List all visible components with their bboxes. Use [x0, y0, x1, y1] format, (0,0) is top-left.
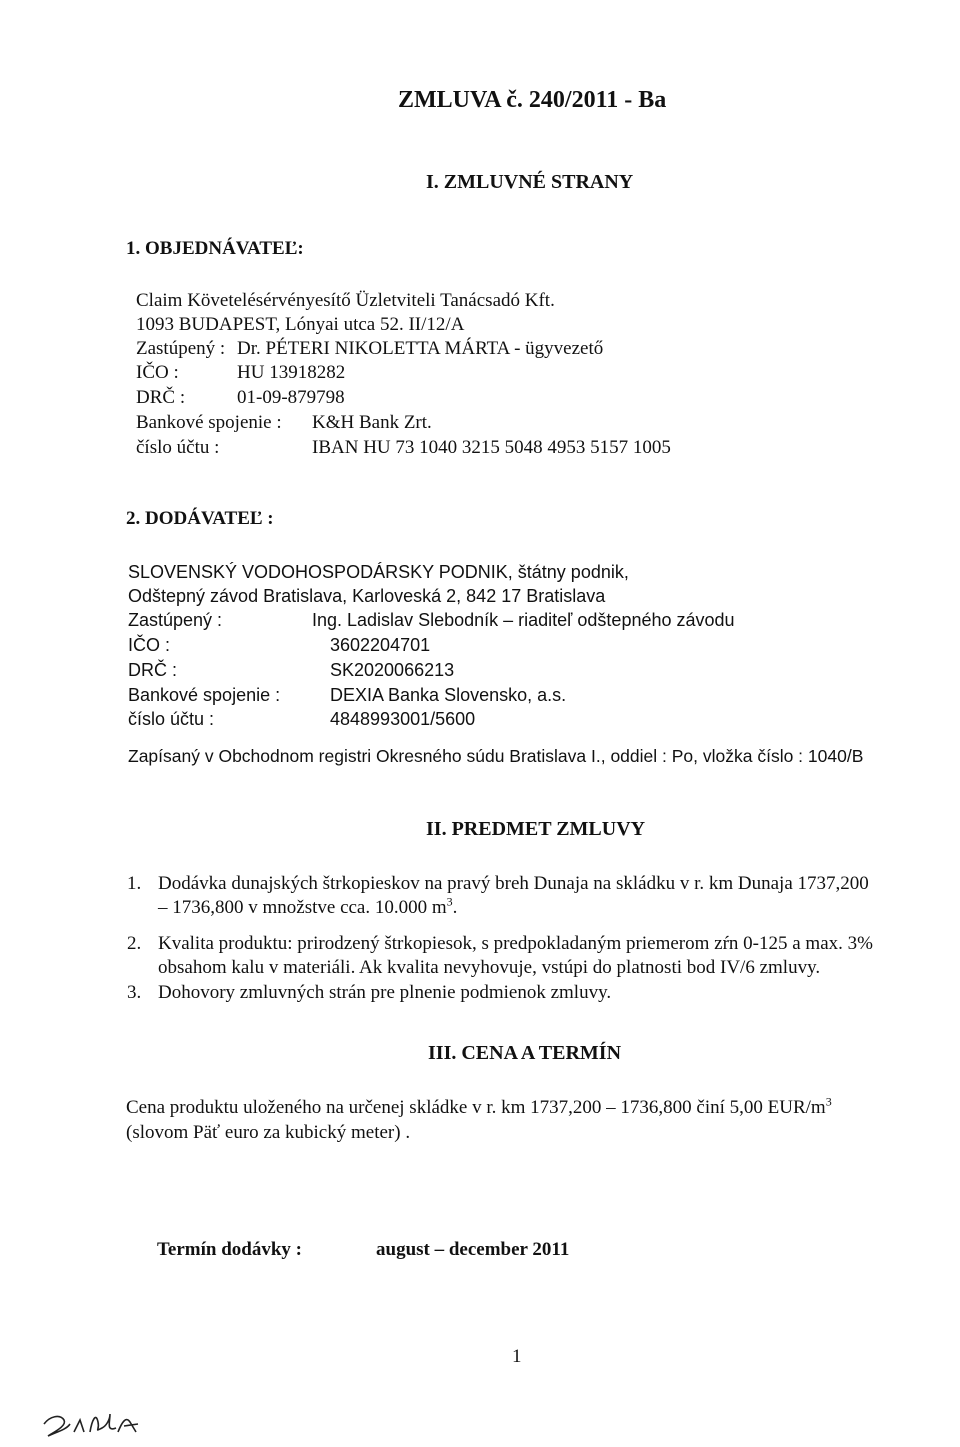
price-text: Cena produktu uloženého na určenej skládke v r. km 1737,200 – 1736,800 činí 5,00 EUR/$m^3$ [126, 1094, 832, 1118]
party1-ico-label: IČO : [136, 362, 179, 383]
party2-registry: Zapísaný v Obchodnom registri Okresného súdu Bratislava I., oddiel : Po, vložka číslo : 1040/B [128, 746, 864, 766]
party1-drc-label: DRČ : [136, 387, 186, 408]
party2-bank-label: Bankové spojenie : [128, 685, 281, 705]
party1-name: Claim Követelésérvényesítő Üzletviteli Tanácsadó Kft. [136, 290, 555, 311]
subject-item-text-continued: obsahom kalu v materiáli. Ak kvalita nevyhovuje, vstúpi do platnosti bod IV/6 zmluvy. [158, 957, 821, 978]
subject-item-text: Kvalita produktu: prirodzený štrkopiesok, s predpokladaným priemerom zŕn 0-125 a max. 3% [158, 933, 873, 954]
party2-bank-value: DEXIA Banka Slovensko, a.s. [330, 685, 567, 705]
page-number: 1 [512, 1346, 522, 1367]
document-title: ZMLUVA č. 240/2011 - Ba [398, 87, 667, 113]
party1-bank-label: Bankové spojenie : [136, 412, 282, 433]
party2-rep-label: Zastúpený : [128, 610, 223, 630]
subject-item-number: 2. [127, 933, 142, 954]
party2-ico-value: 3602204701 [330, 635, 431, 655]
subject-item-number: 3. [127, 982, 142, 1003]
subject-item-text: Dohovory zmluvných strán pre plnenie podmienok zmluvy. [158, 982, 612, 1003]
party2-ico-label: IČO : [128, 635, 171, 655]
section-heading-subject: II. PREDMET ZMLUVY [426, 818, 646, 840]
price-text-words: (slovom Päť euro za kubický meter) . [126, 1122, 411, 1143]
party2-account-label: číslo účtu : [128, 709, 215, 729]
subject-item-number: 1. [127, 873, 142, 894]
subject-item-text-continued: – 1736,800 v množstve cca. 10.000 $m^3$. [158, 894, 458, 918]
party1-account-label: číslo účtu : [136, 437, 220, 458]
party2-drc-value: SK2020066213 [330, 660, 455, 680]
section-heading-parties: I. ZMLUVNÉ STRANY [426, 171, 634, 193]
party1-ico-value: HU 13918282 [237, 362, 346, 383]
signature-initials [40, 1402, 150, 1442]
party1-rep-label: Zastúpený : [136, 338, 226, 359]
party1-account-value: IBAN HU 73 1040 3215 5048 4953 5157 1005 [312, 437, 671, 458]
party2-name: SLOVENSKÝ VODOHOSPODÁRSKY PODNIK, štátny podnik, [128, 562, 629, 582]
party2-rep-value: Ing. Ladislav Slebodník – riaditeľ odštepného závodu [312, 610, 735, 630]
party1-address: 1093 BUDAPEST, Lónyai utca 52. II/12/A [136, 314, 465, 335]
party1-bank-value: K&H Bank Zrt. [312, 412, 432, 433]
delivery-term-value: august – december 2011 [376, 1239, 570, 1260]
section-heading-price: III. CENA A TERMÍN [428, 1042, 622, 1064]
delivery-term-label: Termín dodávky : [157, 1239, 302, 1260]
party2-address: Odštepný závod Bratislava, Karloveská 2, 842 17 Bratislava [128, 586, 606, 606]
party2-heading: 2. DODÁVATEĽ : [126, 508, 274, 529]
party1-drc-value: 01-09-879798 [237, 387, 345, 408]
party2-account-value: 4848993001/5600 [330, 709, 476, 729]
party1-rep-value: Dr. PÉTERI NIKOLETTA MÁRTA - ügyvezető [237, 338, 604, 359]
party1-heading: 1. OBJEDNÁVATEĽ: [126, 238, 304, 259]
subject-item-text: Dodávka dunajských štrkopieskov na pravý breh Dunaja na skládku v r. km Dunaja 1737,200 [158, 873, 869, 894]
party2-drc-label: DRČ : [128, 660, 177, 680]
